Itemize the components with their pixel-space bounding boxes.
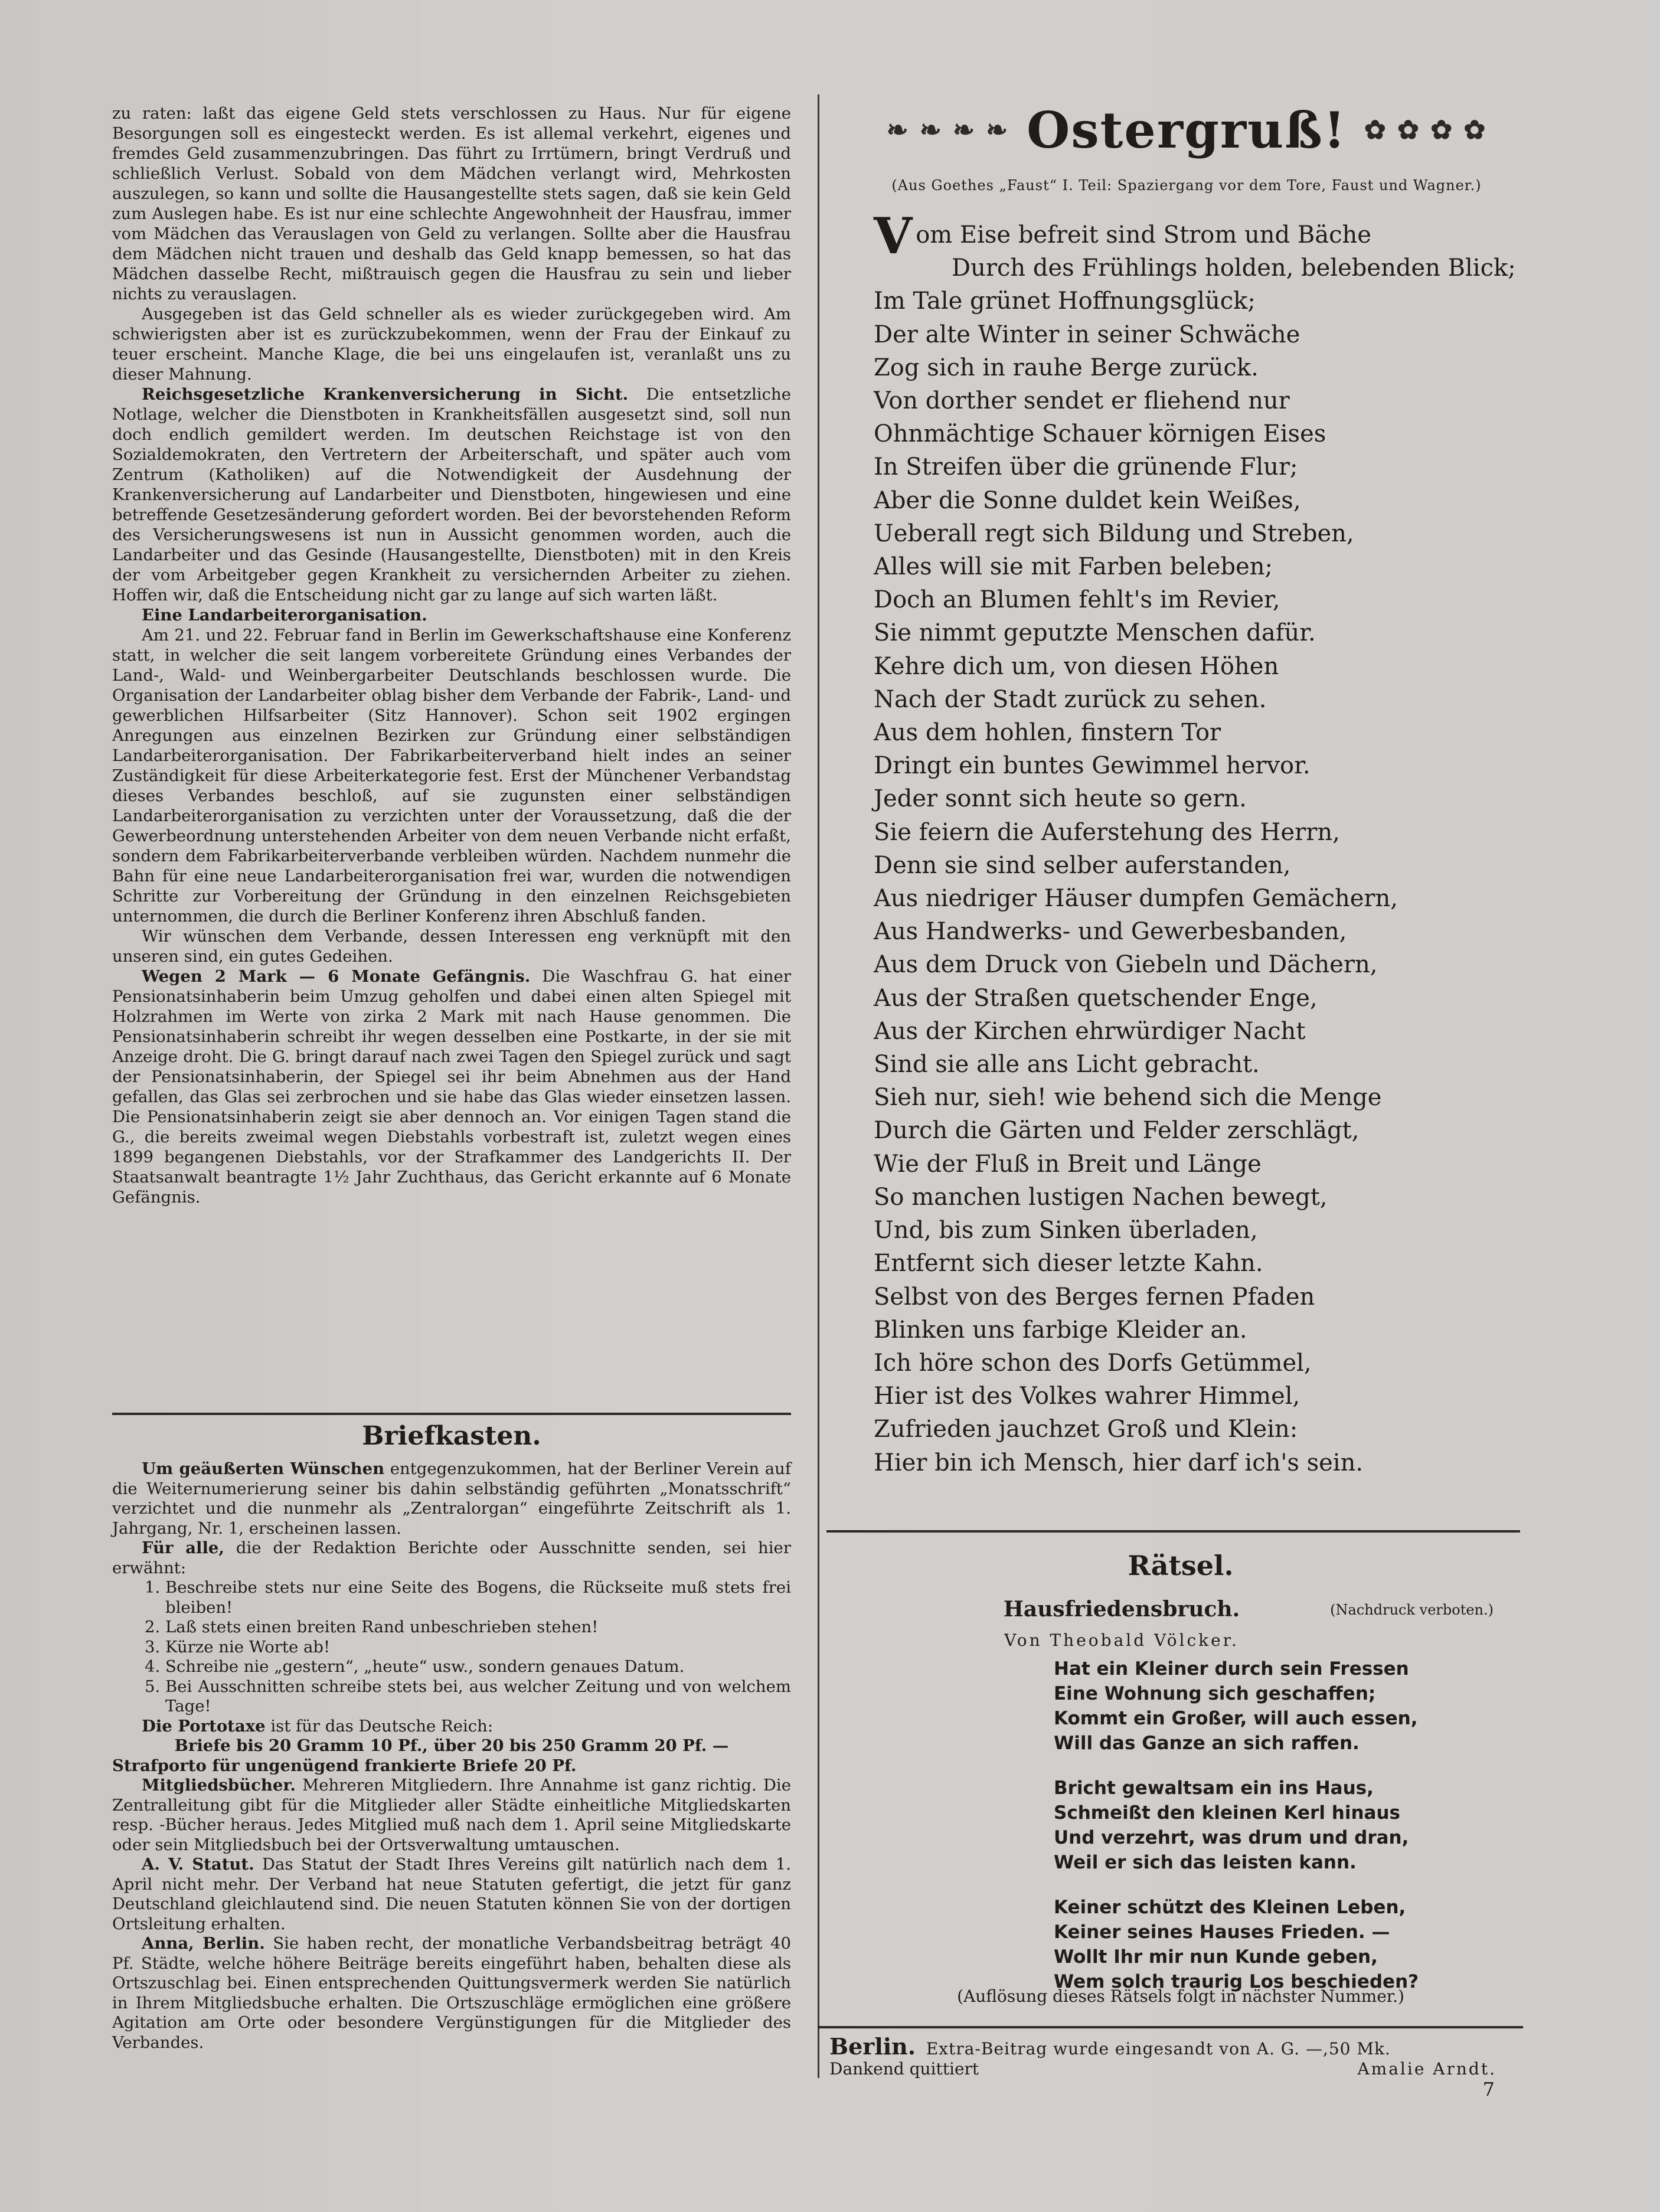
statut-text: Das Statut der Stadt Ihres Vereins gilt natürlich nach dem 1. April nicht mehr. Der Verband hat neue Statuten gefertigt, die jetzt für ganz Deutschland gleichlautend sind. Die neuen Statuten können Sie von der dortigen Ortsleitung erhalten.	[112, 1855, 791, 1933]
ostergruss-poem	[874, 207, 1523, 1479]
landarbeiter-text: Am 21. und 22. Februar fand in Berlin im Gewerkschaftshause eine Konferenz statt, in welcher die seit langem vorbereitete Gründung eines Verbandes der Land-, Wald- und Weinbergarbeiter Deutschlands beschlossen wurde. Die Organisation der Landarbeiter oblag bisher dem Verbande der Fabrik-, Land- und gewerblichen Hilfsarbeiter (Sitz Hannover). Schon seit 1902 ergingen Anregungen aus einzelnen Bezirken zur Gründung einer selbständigen Landarbeiterorganisation. Der Fabrikarbeiterverband hielt indes an seiner Zuständigkeit für diese Arbeiterkategorie fest. Erst der Münchener Verbandstag dieses Verbandes beschloß, auf sie zugunsten einer selbständigen Landarbeiterorganisation zu verzichten unter der Voraussetzung, daß die der Gewerbeordnung unterstehenden Arbeiter von dem neuen Verbande nicht erfaßt, sondern dem Fabrikarbeiterverbande verbleiben würden. Nachdem nunmehr die Bahn für eine neue Landarbeiterorganisation frei war, wurden die notwendigen Schritte zur Vorbereitung der Gründung in den einzelnen Reichsgebieten unternommen, die durch die Berliner Konferenz ihren Abschluß fanden.	[112, 626, 791, 926]
gefaengnis-article	[112, 966, 791, 1207]
berlin-note-text: Extra-Beitrag wurde eingesandt von A. G. —,50 Mk.	[926, 2039, 1391, 2059]
left-column	[112, 103, 791, 1207]
ostergruss-subtitle: (Aus Goethes „Faust“ I. Teil: Spaziergang vor dem Tore, Faust und Wagner.)	[891, 177, 1482, 194]
statut-paragraph	[112, 1855, 791, 1934]
poem-line: Dringt ein buntes Gewimmel hervor.	[874, 752, 1311, 780]
poem-line: Sieh nur, sieh! wie behend sich die Menge	[874, 1084, 1382, 1112]
riddle-line: Hat ein Kleiner durch sein Fressen	[1054, 1658, 1409, 1680]
poem-line: So manchen lustigen Nachen bewegt,	[874, 1183, 1328, 1211]
berlin-note-line-1	[829, 2033, 1496, 2060]
riddle-stanza	[1054, 1895, 1526, 1994]
poem-line: Der alte Winter in seiner Schwäche	[874, 321, 1300, 348]
krankenversicherung-article	[112, 384, 791, 605]
berlin-signature: Amalie Arndt.	[1357, 2059, 1496, 2079]
poem-line: Alles will sie mit Farben beleben;	[874, 553, 1273, 581]
mitgliedsbuecher-head: Mitgliedsbücher.	[142, 1776, 296, 1795]
poem-line: Ohnmächtige Schauer körnigen Eises	[874, 420, 1326, 448]
page-number: 7	[1482, 2078, 1495, 2100]
drop-cap: V	[874, 207, 913, 265]
berlin-thanks: Dankend quittiert	[829, 2059, 979, 2079]
riddle-heading-row	[826, 1597, 1535, 1626]
briefkasten-paragraph-1	[112, 1459, 791, 1538]
mitgliedsbuecher-text: Mehreren Mitgliedern. Ihre Annahme ist ganz richtig. Die Zentralleitung gibt für die Mitglieder aller Städte einheitliche Mitgliedskarten resp. -Bücher heraus. Jedes Mitglied muß nach dem 1. April seine Mitgliedskarte oder sein Mitgliedsbuch bei der Ortsverwaltung umtauschen.	[112, 1776, 791, 1854]
riddle-title: Hausfriedensbruch.	[1003, 1597, 1240, 1622]
gefaengnis-text: Die Waschfrau G. hat einer Pensionatsinhaberin beim Umzug geholfen und dabei einen alten Spiegel mit Holzrahmen im Werte von zirka 2 Mark mit nach Hause genommen. Die Pensionatsinhaberin schreibt ihr wegen desselben eine Postkarte, in der sie mit Anzeige droht. Die G. bringt darauf nach zwei Tagen den Spiegel zurück und sagt der Pensionatsinhaberin, der Spiegel sei ihr beim Abnehmen aus der Hand gefallen, das Glas sei zerbrochen und sie habe das Glas wieder einsetzen lassen. Die Pensionatsinhaberin zeigt sie aber dennoch an. Vor einigen Tagen stand die G., die bereits zweimal wegen Diebstahls vorbestraft ist, zuletzt wegen eines 1899 begangenen Diebstahls, vor der Strafkammer des Landgerichts II. Der Staatsanwalt beantragte 1½ Jahr Zuchthaus, das Gericht erkannte auf 6 Monate Gefängnis.	[112, 967, 791, 1207]
riddle-line: Wem solch traurig Los beschieden?	[1054, 1971, 1419, 1992]
poem-line: Aber die Sonne duldet kein Weißes,	[874, 486, 1301, 514]
poem-line: Aus Handwerks- und Gewerbesbanden,	[874, 918, 1347, 946]
berlin-note	[829, 2033, 1496, 2079]
statut-head: A. V. Statut.	[142, 1855, 254, 1874]
poem-line: Ueberall regt sich Bildung und Streben,	[874, 519, 1354, 547]
riddle-stanza	[1054, 1656, 1526, 1756]
poem-line: Ich höre schon des Dorfs Getümmel,	[874, 1349, 1312, 1377]
briefkasten-p1-text: entgegenzukommen, hat der Berliner Verein auf die Weiternumerierung seiner bis dahin selbständig geführten „Monatsschrift“ verzichtet und die nunmehr als „Zentralorgan“ eingeführte Zeitschrift als 1. Jahrgang, Nr. 1, erscheinen lassen.	[112, 1459, 791, 1538]
poem-first-line	[874, 207, 1523, 265]
poem-line: Aus niedriger Häuser dumpfen Gemächern,	[874, 885, 1398, 913]
riddle-line: Keiner seines Hauses Frieden. —	[1054, 1922, 1390, 1943]
rule-item: 1. Beschreibe stets nur eine Seite des Bogens, die Rückseite muß stets frei bleiben!	[165, 1578, 791, 1618]
riddle-line: Kommt ein Großer, will auch essen,	[1054, 1708, 1418, 1729]
poem-line: Von dorther sendet er fliehend nur	[874, 387, 1290, 415]
anna-berlin-head: Anna, Berlin.	[142, 1934, 265, 1953]
riddle-line: Bricht gewaltsam ein ins Haus,	[1054, 1778, 1374, 1799]
poem-line: Zog sich in rauhe Berge zurück.	[874, 354, 1259, 381]
riddle-line: Schmeißt den kleinen Kerl hinaus	[1054, 1802, 1400, 1824]
briefkasten-p1-head: Um geäußerten Wünschen	[142, 1459, 385, 1478]
flower-ornament-icon: ✿ ✿ ✿ ✿	[1364, 115, 1487, 145]
poem-line: Entfernt sich dieser letzte Kahn.	[874, 1250, 1263, 1277]
poem-line: Aus der Straßen quetschender Enge,	[874, 984, 1318, 1012]
portotaxe-head: Die Portotaxe	[142, 1716, 266, 1736]
poem-line: Durch des Frühlings holden, belebenden Blick;	[952, 254, 1516, 282]
poem-line: Blinken uns farbige Kleider an.	[874, 1316, 1247, 1344]
porto-line-1: Briefe bis 20 Gramm 10 Pf., über 20 bis 250 Gramm 20 Pf. —	[174, 1736, 729, 1755]
poem-line: Hier bin ich Mensch, hier darf ich's sein.	[874, 1449, 1364, 1476]
riddle-solution-note: (Auflösung dieses Rätsels folgt in nächster Nummer.)	[957, 1986, 1404, 2006]
riddle-line: Und verzehrt, was drum und dran,	[1054, 1827, 1409, 1848]
briefkasten-title: Briefkasten.	[362, 1421, 541, 1451]
riddle-text	[1054, 1656, 1526, 2014]
rule-item: 5. Bei Ausschnitten schreibe stets bei, aus welcher Zeitung und von welchem Tage!	[165, 1677, 791, 1717]
intro-paragraph-2: Ausgegeben ist das Geld schneller als es wieder zurückgegeben wird. Am schwierigsten aber ist es zurückzubekommen, wenn der Frau der Einkauf zu teuer erscheint. Manche Klage, die bei uns eingelaufen ist, veranlaßt uns zu dieser Mahnung.	[112, 305, 791, 384]
poem-line: Jeder sonnt sich heute so gern.	[874, 785, 1247, 813]
briefkasten-section	[112, 1459, 791, 2053]
portotaxe-paragraph	[112, 1717, 791, 1737]
riddle-author: Von Theobald Völcker.	[1004, 1631, 1239, 1650]
berlin-city: Berlin.	[829, 2033, 916, 2060]
krankenversicherung-text: Die entsetzliche Notlage, welcher die Dienstboten in Krankheitsfällen ausgesetzt sind, soll nun doch endlich gemildert werden. Im deutschen Reichstage ist von den Sozialdemokraten, den Vertretern der Arbeiterschaft, und später auch vom Zentrum (Katholiken) auf die Notwendigkeit der Ausdehnung der Krankenversicherung auf Landarbeiter und Dienstboten, hingewiesen und eine betreffende Gesetzesänderung gefordert worden. Bei der bevorstehenden Reform des Versicherungswesens ist nun in Aussicht genommen worden, auch die Landarbeiter und das Gesinde (Hausangestellte, Dienstboten) mit in den Kreis der vom Arbeitgeber gegen Krankheit zu versichernden Arbeiter zu ziehen. Hoffen wir, daß die Entscheidung nicht gar zu lange auf sich warten läßt.	[112, 385, 791, 605]
poem-line: Sind sie alle ans Licht gebracht.	[874, 1051, 1260, 1079]
poem-line: Kehre dich um, von diesen Höhen	[874, 652, 1279, 680]
ostergruss-title: Ostergruß!	[1027, 100, 1347, 159]
rule-item: 2. Laß stets einen breiten Rand unbeschrieben stehen!	[165, 1618, 791, 1638]
poem-line: Hier ist des Volkes wahrer Himmel,	[874, 1383, 1300, 1410]
column-divider	[818, 94, 819, 2078]
poem-line: Nach der Stadt zurück zu sehen.	[874, 685, 1267, 713]
landarbeiter-text-2: Wir wünschen dem Verbande, dessen Interessen eng verknüpft mit den unseren sind, ein gutes Gedeihen.	[112, 927, 791, 966]
briefkasten-p2-head: Für alle,	[142, 1538, 224, 1557]
anna-berlin-paragraph	[112, 1934, 791, 2053]
poem-line: Aus der Kirchen ehrwürdiger Nacht	[874, 1017, 1306, 1045]
poem-line: Denn sie sind selber auferstanden,	[874, 851, 1291, 879]
anna-berlin-text: Sie haben recht, der monatliche Verbandsbeitrag beträgt 40 Pf. Städte, welche höhere Beiträge bereits eingeführt haben, behalten diese als Ortszuschlag bei. Einen entsprechenden Quittungsvermerk werden Sie natürlich in Ihrem Mitgliedsbuche erhalten. Die Ortszuschläge ermöglichen eine größere Agitation am Orte oder besondere Vergünstigungen für die Mitglieder des Verbandes.	[112, 1934, 791, 2052]
rule-item: 4. Schreibe nie „gestern“, „heute“ usw., sondern genaues Datum.	[165, 1657, 791, 1677]
poem-line: In Streifen über die grünende Flur;	[874, 453, 1298, 481]
riddle-line: Wollt Ihr mir nun Kunde geben,	[1054, 1946, 1378, 1968]
submission-rules-list	[112, 1578, 791, 1717]
section-divider	[826, 1530, 1520, 1533]
riddle-line: Weil er sich das leisten kann.	[1054, 1852, 1357, 1873]
landarbeiter-heading: Eine Landarbeiterorganisation.	[142, 606, 427, 625]
flower-ornament-icon: ❧ ❧ ❧ ❧	[886, 115, 1009, 145]
briefkasten-paragraph-2	[112, 1538, 791, 1578]
ostergruss-title-row	[832, 97, 1541, 162]
poem-first-line-text: om Eise befreit sind Strom und Bäche	[916, 221, 1371, 249]
riddle-line: Keiner schützt des Kleinen Leben,	[1054, 1897, 1406, 1918]
portotaxe-text: ist für das Deutsche Reich:	[265, 1716, 494, 1736]
section-divider	[112, 1413, 791, 1415]
poem-line: Wie der Fluß in Breit und Länge	[874, 1150, 1262, 1178]
poem-line: Durch die Gärten und Felder zerschlägt,	[874, 1117, 1360, 1145]
poem-line: Im Tale grünet Hoffnungsglück;	[874, 287, 1256, 315]
briefkasten-p2-text: die der Redaktion Berichte oder Ausschnitte senden, sei hier erwähnt:	[112, 1538, 791, 1577]
poem-line: Und, bis zum Sinken überladen,	[874, 1217, 1258, 1244]
rule-item: 3. Kürze nie Worte ab!	[165, 1638, 791, 1658]
intro-paragraph-1: zu raten: laßt das eigene Geld stets verschlossen zu Haus. Nur für eigene Besorgungen soll es eingesteckt werden. Es ist allemal verkehrt, eigenes und fremdes Geld zusammenzubringen. Das führt zu Irrtümern, bringt Verdruß und schließlich Verlust. Sobald von dem Mädchen verlangt wird, Mehrkosten auszulegen, so kann und sollte die Hausangestellte stets sagen, daß sie kein Geld zum Auslegen habe. Es ist nur eine schlechte Angewohnheit der Hausfrau, immer vom Mädchen das Verauslagen von Geld zu verlangen. Sollte aber die Hausfrau dem Mädchen nicht trauen und deshalb das Geld knapp bemessen, so hat das Mädchen dasselbe Recht, mißtrauisch gegen die Hausfrau zu sein und lieber nichts zu verauslagen.	[112, 104, 791, 303]
poem-line: Aus dem hohlen, finstern Tor	[874, 719, 1221, 747]
riddle-stanza	[1054, 1776, 1526, 1875]
mitgliedsbuecher-paragraph	[112, 1776, 791, 1855]
poem-line: Aus dem Druck von Giebeln und Dächern,	[874, 951, 1378, 979]
porto-line-2: Strafporto für ungenügend frankierte Briefe 20 Pf.	[112, 1756, 577, 1775]
raetsel-title: Rätsel.	[1128, 1550, 1234, 1582]
riddle-line: Will das Ganze an sich raffen.	[1054, 1733, 1360, 1754]
section-divider	[818, 2026, 1523, 2028]
poem-line: Sie nimmt geputzte Menschen dafür.	[874, 619, 1316, 647]
riddle-line: Eine Wohnung sich geschaffen;	[1054, 1683, 1376, 1704]
poem-line: Doch an Blumen fehlt's im Revier,	[874, 586, 1280, 614]
poem-line: Zufrieden jauchzet Groß und Klein:	[874, 1416, 1298, 1443]
krankenversicherung-heading: Reichsgesetzliche Krankenversicherung in Sicht.	[142, 385, 629, 404]
gefaengnis-heading: Wegen 2 Mark — 6 Monate Gefängnis.	[142, 967, 531, 986]
reprint-note: (Nachdruck verboten.)	[1330, 1602, 1494, 1618]
berlin-note-line-2	[829, 2059, 1496, 2079]
poem-line: Sie feiern die Auferstehung des Herrn,	[874, 818, 1340, 846]
poem-line: Selbst von des Berges fernen Pfaden	[874, 1283, 1315, 1311]
